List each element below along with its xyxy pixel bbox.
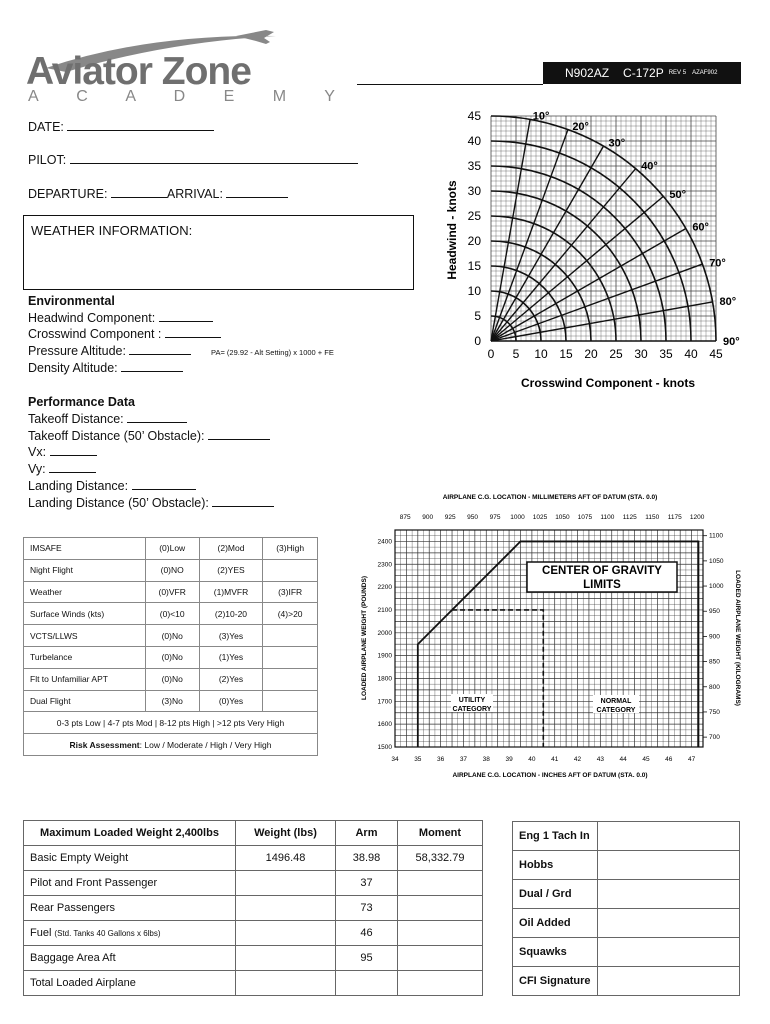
performance-title: Performance Data	[28, 395, 135, 409]
landing-field[interactable]	[28, 479, 196, 493]
environmental-title: Environmental	[28, 294, 115, 308]
risk-option[interactable]: (0)<10	[145, 603, 199, 625]
y-tick-label: 30	[467, 184, 481, 198]
takeoff50-label: Takeoff Distance (50’ Obstacle):	[28, 429, 205, 443]
wb-row	[24, 921, 483, 946]
risk-option[interactable]: (3)IFR	[263, 581, 318, 603]
angle-label: 60°	[692, 221, 709, 234]
risk-option[interactable]	[263, 690, 318, 712]
risk-option[interactable]: (4)>20	[263, 603, 318, 625]
left-axis-title: LOADED AIRPLANE WEIGHT (POUNDS)	[361, 576, 368, 700]
wb-value[interactable]	[398, 896, 483, 921]
vx-line[interactable]	[50, 445, 97, 456]
kg-tick-label: 1000	[709, 583, 724, 591]
in-tick-label: 38	[482, 756, 490, 763]
risk-row	[24, 625, 318, 647]
y-tick-label: 45	[467, 109, 481, 123]
y-tick-label: 15	[467, 259, 481, 273]
vy-line[interactable]	[49, 462, 96, 473]
vx-label: Vx:	[28, 445, 47, 459]
angle-label: 30°	[608, 137, 626, 150]
risk-option[interactable]	[263, 668, 318, 690]
wb-row	[24, 896, 483, 921]
right-axis-title: LOADED AIRPLANE WEIGHT (KILOGRAMS)	[734, 570, 741, 706]
wb-header-row	[24, 821, 483, 846]
risk-assessment-values: : Low / Moderate / High / Very High	[139, 739, 272, 750]
wb-item	[24, 971, 236, 996]
landing50-line[interactable]	[212, 496, 274, 507]
wb-value-text: 38.98	[352, 852, 381, 864]
date-field[interactable]	[28, 120, 214, 134]
wb-header: Arm	[336, 821, 398, 846]
wb-header: Maximum Loaded Weight 2,400lbs	[24, 821, 236, 846]
wb-value[interactable]	[398, 846, 483, 871]
y-tick-label: 35	[467, 159, 481, 173]
risk-option[interactable]	[263, 646, 318, 668]
mm-tick-label: 1100	[600, 514, 615, 521]
kg-tick-label: 850	[709, 658, 720, 666]
risk-option[interactable]: (3)High	[263, 538, 318, 560]
risk-points-row	[24, 712, 318, 734]
risk-row	[24, 668, 318, 690]
takeoff50-line[interactable]	[208, 429, 270, 440]
wb-row	[24, 946, 483, 971]
headwind-label: Headwind Component:	[28, 311, 156, 325]
vx-field[interactable]	[28, 445, 97, 459]
log-value[interactable]	[597, 851, 739, 880]
log-label: Hobbs	[513, 851, 598, 880]
lb-tick-label: 2200	[377, 584, 392, 592]
wb-value[interactable]	[336, 971, 398, 996]
wb-value-text: 95	[360, 952, 373, 964]
risk-option[interactable]: (2)10-20	[199, 603, 263, 625]
wb-value[interactable]	[236, 921, 336, 946]
mm-tick-label: 875	[399, 514, 411, 521]
pilot-field[interactable]	[28, 153, 358, 167]
lb-tick-label: 2000	[377, 629, 392, 637]
tail-number: N902AZ	[565, 66, 610, 80]
date-line[interactable]	[67, 120, 214, 131]
log-value[interactable]	[597, 938, 739, 967]
risk-assessment[interactable]	[24, 734, 318, 756]
risk-option[interactable]: (0)NO	[145, 559, 199, 581]
mm-tick-label: 925	[444, 514, 456, 521]
in-tick-label: 46	[665, 756, 673, 763]
wb-row	[24, 846, 483, 871]
wb-item-label: Basic Empty Weight	[30, 852, 129, 864]
angle-label: 40°	[641, 160, 658, 173]
wb-item-label: Total Loaded Airplane	[30, 977, 136, 989]
bottom-axis-title: AIRPLANE C.G. LOCATION - INCHES AFT OF DATUM (STA. 0.0)	[452, 772, 648, 779]
arrival-label: ARRIVAL:	[166, 187, 223, 201]
y-tick-label: 5	[474, 309, 481, 323]
risk-row	[24, 559, 318, 581]
departure-label: DEPARTURE:	[28, 187, 108, 201]
risk-row	[24, 646, 318, 668]
wb-item-label: Pilot and Front Passenger	[30, 877, 158, 889]
kg-tick-label: 900	[709, 633, 720, 641]
risk-option[interactable]	[263, 559, 318, 581]
risk-row	[24, 690, 318, 712]
fuel-note: (Std. Tanks 40 Gallons x 6lbs)	[54, 929, 161, 938]
log-row	[513, 938, 740, 967]
mm-tick-label: 1175	[667, 514, 682, 521]
in-tick-label: 41	[551, 756, 559, 763]
arrival-line[interactable]	[226, 187, 288, 198]
risk-option[interactable]: (3)No	[145, 690, 199, 712]
pilot-line[interactable]	[70, 153, 358, 164]
log-row	[513, 880, 740, 909]
takeoff-line[interactable]	[127, 412, 187, 423]
utility-label: UTILITY	[458, 697, 486, 704]
wb-value[interactable]	[336, 921, 398, 946]
x-axis-label: Crosswind Component - knots	[521, 376, 695, 390]
x-tick-label: 25	[609, 347, 623, 361]
y-tick-label: 10	[467, 284, 481, 298]
x-tick-label: 35	[659, 347, 673, 361]
in-tick-label: 34	[391, 756, 399, 763]
risk-option[interactable]: (2)YES	[199, 559, 263, 581]
angle-label: 50°	[669, 188, 687, 201]
mm-tick-label: 1200	[689, 514, 705, 521]
crosswind-label: Crosswind Component :	[28, 327, 162, 341]
in-tick-label: 37	[459, 756, 468, 763]
headwind-field[interactable]	[28, 311, 213, 325]
lb-tick-label: 2100	[377, 606, 392, 614]
lb-tick-label: 2300	[377, 561, 392, 569]
x-tick-label: 20	[584, 347, 598, 361]
wb-value[interactable]	[336, 871, 398, 896]
crosswind-chart	[440, 105, 760, 395]
wb-value[interactable]	[398, 971, 483, 996]
kg-tick-label: 800	[709, 683, 720, 691]
wb-value-text: 46	[360, 927, 373, 939]
risk-factor: Surface Winds (kts)	[24, 603, 146, 625]
x-tick-label: 0	[487, 347, 495, 361]
wb-item	[24, 871, 236, 896]
angle-label: 20°	[572, 120, 589, 133]
normal-label: CATEGORY	[596, 707, 636, 714]
wb-item-label: Fuel	[30, 927, 52, 939]
y-tick-label: 40	[467, 134, 481, 148]
risk-row	[24, 538, 318, 560]
log-label: Squawks	[513, 938, 598, 967]
x-tick-label: 40	[684, 347, 698, 361]
kg-tick-label: 750	[709, 708, 720, 716]
date-label: DATE:	[28, 120, 64, 134]
pressure-alt-field[interactable]	[28, 344, 191, 358]
form-number: AZAF902	[692, 70, 718, 76]
landing50-field[interactable]	[28, 496, 274, 510]
wb-value[interactable]	[398, 946, 483, 971]
logo	[26, 24, 352, 108]
lb-tick-label: 1500	[377, 744, 392, 751]
landing-label: Landing Distance:	[28, 479, 129, 493]
in-tick-label: 36	[437, 756, 445, 763]
risk-option[interactable]: (0)Yes	[199, 690, 263, 712]
log-row	[513, 909, 740, 938]
pressure-alt-label: Pressure Altitude:	[28, 344, 126, 358]
weight-balance-table	[23, 820, 483, 996]
landing-line[interactable]	[132, 479, 196, 490]
density-alt-line[interactable]	[121, 361, 183, 372]
risk-option[interactable]: (0)Low	[145, 538, 199, 560]
x-tick-label: 15	[559, 347, 573, 361]
mm-tick-label: 975	[489, 514, 501, 521]
utility-label: CATEGORY	[452, 706, 492, 713]
risk-factor: Flt to Unfamiliar APT	[24, 668, 146, 690]
log-value[interactable]	[597, 967, 739, 996]
wb-item	[24, 921, 236, 946]
vy-label: Vy:	[28, 462, 46, 476]
x-tick-label: 5	[512, 347, 520, 361]
log-label: Dual / Grd	[513, 880, 598, 909]
density-alt-field[interactable]	[28, 361, 183, 375]
vy-field[interactable]	[28, 462, 96, 476]
in-tick-label: 40	[528, 756, 536, 763]
wb-value[interactable]	[236, 971, 336, 996]
risk-factor: IMSAFE	[24, 538, 146, 560]
in-tick-label: 39	[505, 756, 513, 763]
weather-box[interactable]	[23, 215, 414, 290]
crosswind-line[interactable]	[165, 327, 221, 338]
angle-label: 80°	[719, 296, 737, 309]
risk-option[interactable]: (3)Yes	[199, 625, 263, 647]
revision: REV 5	[668, 70, 687, 76]
mm-tick-label: 1025	[532, 514, 548, 521]
takeoff-field[interactable]	[28, 412, 187, 426]
wb-row	[24, 971, 483, 996]
lb-tick-label: 1900	[377, 652, 392, 660]
y-tick-label: 20	[467, 234, 481, 248]
wb-value[interactable]	[336, 846, 398, 871]
x-tick-label: 10	[534, 347, 548, 361]
log-label: Eng 1 Tach In	[513, 822, 598, 851]
wb-value[interactable]	[398, 921, 483, 946]
pa-formula: PA= (29.92 - Alt Setting) x 1000 + FE	[211, 348, 334, 357]
mm-tick-label: 950	[467, 514, 479, 521]
departure-line[interactable]	[111, 187, 167, 198]
risk-assessment-row	[24, 734, 318, 756]
kg-tick-label: 950	[709, 608, 720, 616]
angle-label: 90°	[723, 336, 740, 348]
aircraft-header	[543, 62, 741, 84]
logo-sub: A C A D E M Y	[28, 88, 352, 105]
risk-option[interactable]: (0)No	[145, 625, 199, 647]
y-axis-label: Headwind - knots	[445, 180, 459, 280]
in-tick-label: 45	[642, 756, 650, 763]
log-value[interactable]	[597, 822, 739, 851]
risk-row	[24, 581, 318, 603]
crosswind-field[interactable]	[28, 327, 221, 341]
weather-title: WEATHER INFORMATION:	[31, 223, 193, 238]
wb-item	[24, 946, 236, 971]
mm-tick-label: 1150	[645, 514, 660, 521]
logo-name: Aviator Zone	[26, 50, 251, 93]
y-tick-label: 25	[467, 209, 481, 223]
risk-row	[24, 603, 318, 625]
density-alt-label: Density Altitude:	[28, 361, 118, 375]
in-tick-label: 44	[619, 756, 627, 763]
risk-option[interactable]: (1)Yes	[199, 646, 263, 668]
in-tick-label: 47	[687, 756, 696, 763]
kg-tick-label: 1050	[709, 557, 724, 565]
risk-option[interactable]: (0)No	[145, 668, 199, 690]
risk-option[interactable]: (0)VFR	[145, 581, 199, 603]
wb-value-text: 1496.48	[265, 852, 306, 864]
risk-factor: Turbelance	[24, 646, 146, 668]
log-row	[513, 822, 740, 851]
lb-tick-label: 1700	[377, 698, 392, 706]
log-label: Oil Added	[513, 909, 598, 938]
risk-table	[23, 537, 318, 756]
pressure-alt-line[interactable]	[129, 344, 191, 355]
mm-tick-label: 1125	[622, 514, 637, 521]
wb-value[interactable]	[336, 946, 398, 971]
wb-header: Weight (lbs)	[236, 821, 336, 846]
angle-label: 10°	[532, 110, 550, 123]
wb-row	[24, 871, 483, 896]
in-tick-label: 42	[573, 756, 582, 763]
top-axis-title: AIRPLANE C.G. LOCATION - MILLIMETERS AFT OF DATUM (STA. 0.0)	[442, 494, 658, 501]
risk-option[interactable]: (2)Mod	[199, 538, 263, 560]
wb-value[interactable]	[236, 896, 336, 921]
y-tick-label: 0	[474, 334, 481, 348]
x-tick-label: 30	[634, 347, 648, 361]
flight-log-table	[512, 821, 740, 996]
wb-value[interactable]	[236, 846, 336, 871]
aircraft-model: C-172P	[623, 66, 664, 80]
mm-tick-label: 1050	[555, 514, 570, 521]
wb-header: Moment	[398, 821, 483, 846]
lb-tick-label: 1600	[377, 721, 392, 729]
log-row	[513, 851, 740, 880]
wb-value[interactable]	[398, 871, 483, 896]
pilot-label: PILOT:	[28, 153, 67, 167]
takeoff-label: Takeoff Distance:	[28, 412, 124, 426]
kg-tick-label: 1100	[709, 532, 723, 540]
cg-title: CENTER OF GRAVITY	[542, 565, 662, 577]
risk-factor: Dual Flight	[24, 690, 146, 712]
risk-assessment-label: Risk Assessment	[69, 739, 140, 750]
lb-tick-label: 2400	[377, 538, 392, 546]
risk-option[interactable]: (1)MVFR	[199, 581, 263, 603]
headwind-line[interactable]	[159, 311, 213, 322]
risk-factor: VCTS/LLWS	[24, 625, 146, 647]
cg-title: LIMITS	[583, 579, 621, 591]
log-label: CFI Signature	[513, 967, 598, 996]
wb-item-label: Rear Passengers	[30, 902, 115, 914]
wb-value[interactable]	[236, 871, 336, 896]
risk-option[interactable]: (0)No	[145, 646, 199, 668]
log-value[interactable]	[597, 909, 739, 938]
cg-limits-chart	[355, 490, 745, 785]
mm-tick-label: 900	[422, 514, 434, 521]
header-underline	[357, 84, 543, 85]
log-row	[513, 967, 740, 996]
wb-value-text: 73	[360, 902, 373, 914]
mm-tick-label: 1075	[577, 514, 593, 521]
route-field[interactable]	[28, 187, 288, 201]
takeoff50-field[interactable]	[28, 429, 270, 443]
normal-label: NORMAL	[600, 698, 632, 705]
lb-tick-label: 1800	[377, 675, 392, 683]
wb-value-text: 37	[360, 877, 373, 889]
risk-points: 0-3 pts Low | 4-7 pts Mod | 8-12 pts High | >12 pts Very High	[24, 712, 318, 734]
kg-tick-label: 700	[709, 734, 720, 742]
wb-item	[24, 846, 236, 871]
wb-item-label: Baggage Area Aft	[30, 952, 116, 964]
angle-label: 70°	[709, 257, 726, 270]
risk-factor: Weather	[24, 581, 146, 603]
x-tick-label: 45	[709, 347, 723, 361]
landing50-label: Landing Distance (50’ Obstacle):	[28, 496, 209, 510]
risk-factor: Night Flight	[24, 559, 146, 581]
mm-tick-label: 1000	[510, 514, 525, 521]
wb-value[interactable]	[236, 946, 336, 971]
log-value[interactable]	[597, 880, 739, 909]
in-tick-label: 35	[414, 756, 422, 763]
risk-option[interactable]: (2)Yes	[199, 668, 263, 690]
wb-value[interactable]	[336, 896, 398, 921]
wb-item	[24, 896, 236, 921]
wb-value-text: 58,332.79	[415, 852, 465, 864]
in-tick-label: 43	[596, 756, 604, 763]
risk-option[interactable]	[263, 625, 318, 647]
